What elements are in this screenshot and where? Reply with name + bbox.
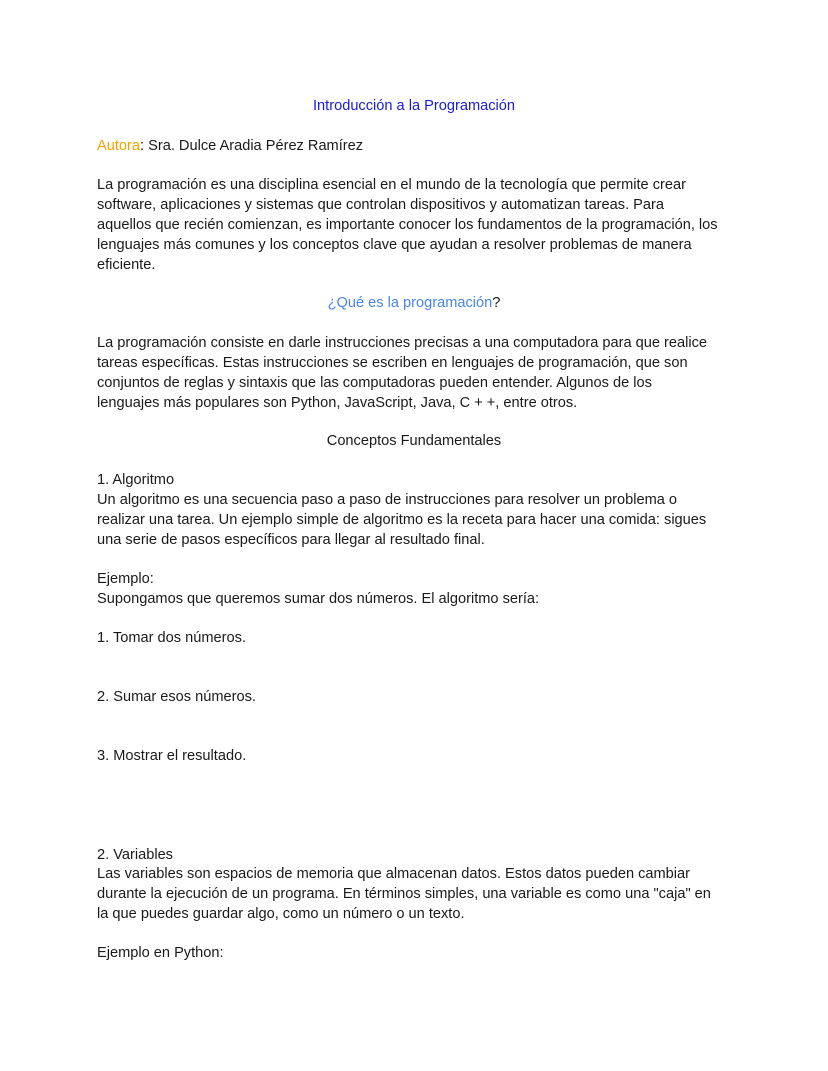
definition-paragraph [97,333,737,413]
author-line [97,136,363,156]
section-heading-que-es [0,293,828,313]
variables-line: la que puedes guardar algo, como un número o un texto. [97,906,465,922]
definition-line: conjuntos de reglas y sintaxis que las computadoras pueden entender. Algunos de los [97,375,652,391]
intro-line: aquellos que recién comienzan, es importante conocer los fundamentos de la programación, los [97,217,718,233]
intro-line: eficiente. [97,257,156,273]
algoritmo-line: una serie de pasos específicos para llegar al resultado final. [97,532,485,548]
algoritmo-step: 1. Tomar dos números. [97,630,246,646]
section-heading-conceptos: Conceptos Fundamentales [326,433,502,449]
algoritmo-step: 3. Mostrar el resultado. [97,748,247,764]
algoritmo-example-intro: Supongamos que queremos sumar dos números. El algoritmo sería: [97,591,540,607]
intro-line: lenguajes más comunes y los conceptos clave que ayudan a resolver problemas de manera [97,237,692,253]
definition-line: La programación consiste en darle instrucciones precisas a una computadora para que realice [97,335,708,351]
algoritmo-example-label: Ejemplo: [97,571,154,587]
section-heading-colored: ¿Qué es la programación [327,295,493,311]
algoritmo-line: Un algoritmo es una secuencia paso a paso de instrucciones para resolver un problema o [97,492,678,508]
intro-line: La programación es una disciplina esencial en el mundo de la tecnología que permite crear [97,177,686,193]
definition-line: tareas específicas. Estas instrucciones se escriben en lenguajes de programación, que son [97,355,688,371]
intro-line: software, aplicaciones y sistemas que controlan dispositivos y automatizan tareas. Para [97,197,665,213]
variables-title: 2. Variables [97,847,173,863]
variables-line: Las variables son espacios de memoria que almacenan datos. Estos datos pueden cambiar [97,866,691,882]
definition-line: lenguajes más populares son Python, JavaScript, Java, C + +, entre otros. [97,395,578,411]
variables-paragraph [97,864,737,924]
algoritmo-paragraph [97,490,737,550]
variables-example-label: Ejemplo en Python: [97,945,224,961]
algoritmo-step: 2. Sumar esos números. [97,689,256,705]
author-name: : Sra. Dulce Aradia Pérez Ramírez [140,138,364,154]
document-title: Introducción a la Programación [313,98,515,114]
algoritmo-line: realizar una tarea. Un ejemplo simple de algoritmo es la receta para hacer una comida: sigues [97,512,707,528]
variables-line: durante la ejecución de un programa. En términos simples, una variable es como una "caja" en [97,886,711,902]
section-heading-suffix: ? [492,295,501,311]
algoritmo-title: 1. Algoritmo [97,472,175,488]
intro-paragraph [97,175,737,275]
author-label: Autora [97,138,140,154]
